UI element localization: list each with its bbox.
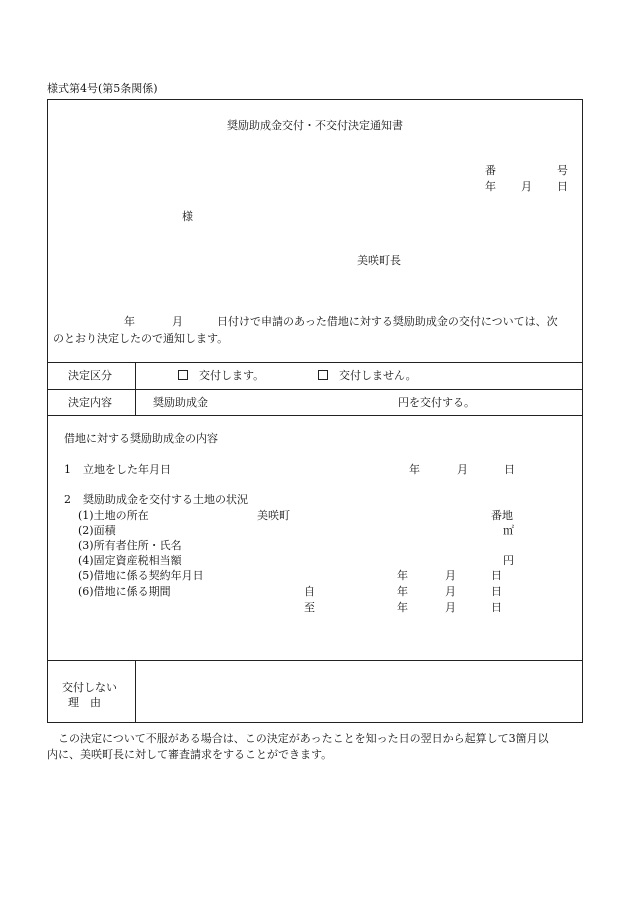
form-number-label: 様式第4号(第5条関係) — [47, 82, 158, 95]
period-to-year: 年 — [397, 601, 408, 614]
date-month: 月 — [521, 180, 532, 193]
owner-label: (3)所有者住所・氏名 — [78, 539, 182, 552]
period-from-day: 日 — [491, 585, 502, 598]
option-grant — [178, 370, 264, 381]
decision-content-label: 決定内容 — [68, 396, 112, 409]
details-heading: 借地に対する奨励助成金の内容 — [64, 432, 218, 445]
addressee-suffix: 様 — [182, 210, 193, 223]
decision-category-label: 決定区分 — [68, 369, 112, 382]
item1-year: 年 — [409, 463, 420, 476]
period-to-day: 日 — [491, 601, 502, 614]
item2-label: 奨励助成金を交付する土地の状況 — [83, 493, 248, 506]
contract-label: (5)借地に係る契約年月日 — [78, 569, 204, 582]
intro-year: 年 — [124, 315, 135, 328]
contract-year: 年 — [397, 569, 408, 582]
location-label: (1)土地の所在 — [78, 509, 149, 522]
decision-content-suffix: 円を交付する。 — [398, 396, 475, 409]
period-to-month: 月 — [445, 601, 456, 614]
item1-number: 1 — [64, 463, 71, 476]
checkbox-icon[interactable] — [318, 370, 328, 380]
contract-month: 月 — [445, 569, 456, 582]
intro-month: 月 — [172, 315, 183, 328]
reason-input-area[interactable] — [140, 664, 578, 720]
area-unit: ㎡ — [503, 524, 514, 537]
issuer: 美咲町長 — [357, 254, 401, 267]
tax-label: (4)固定資産税相当額 — [78, 554, 182, 567]
divider-content — [47, 415, 583, 416]
item1-month: 月 — [457, 463, 468, 476]
reason-label-line1: 交付しない — [62, 681, 117, 694]
item1-day: 日 — [504, 463, 515, 476]
period-to: 至 — [304, 601, 315, 614]
divider-top — [47, 362, 583, 363]
option-no-grant-label: 交付しません。 — [339, 369, 417, 382]
option-no-grant — [318, 370, 417, 381]
date-year: 年 — [485, 180, 496, 193]
item1-label: 立地をした年月日 — [83, 463, 171, 476]
footer-note-line2: 内に、美咲町長に対して審査請求をすることができます。 — [47, 748, 333, 761]
intro-text-line2: のとおり決定したので通知します。 — [53, 332, 229, 345]
number-label: 番 — [485, 164, 496, 177]
decision-content-prefix: 奨励助成金 — [153, 396, 208, 409]
period-from-year: 年 — [397, 585, 408, 598]
period-from-month: 月 — [445, 585, 456, 598]
location-suffix: 番地 — [491, 509, 513, 522]
divider-category — [47, 389, 583, 390]
date-day: 日 — [557, 180, 568, 193]
number-suffix: 号 — [557, 164, 568, 177]
intro-text-line1: 日付けで申請のあった借地に対する奨励助成金の交付については、次 — [217, 315, 558, 328]
document-title: 奨励助成金交付・不交付決定通知書 — [227, 119, 403, 132]
reason-label-line2: 理 由 — [68, 696, 101, 709]
period-label: (6)借地に係る期間 — [78, 585, 171, 598]
period-from: 自 — [304, 585, 315, 598]
item2-number: 2 — [64, 493, 71, 506]
contract-day: 日 — [491, 569, 502, 582]
footer-note-line1: この決定について不服がある場合は、この決定があったことを知った日の翌日から起算して3箇月以 — [58, 732, 549, 745]
tax-unit: 円 — [503, 554, 514, 567]
label-column-rule — [135, 362, 136, 415]
checkbox-icon[interactable] — [178, 370, 188, 380]
form-frame — [47, 99, 583, 723]
location-town: 美咲町 — [257, 509, 290, 522]
option-grant-label: 交付します。 — [199, 369, 265, 382]
reason-column-rule — [135, 660, 136, 723]
area-label: (2)面積 — [78, 524, 116, 537]
divider-details — [47, 660, 583, 661]
